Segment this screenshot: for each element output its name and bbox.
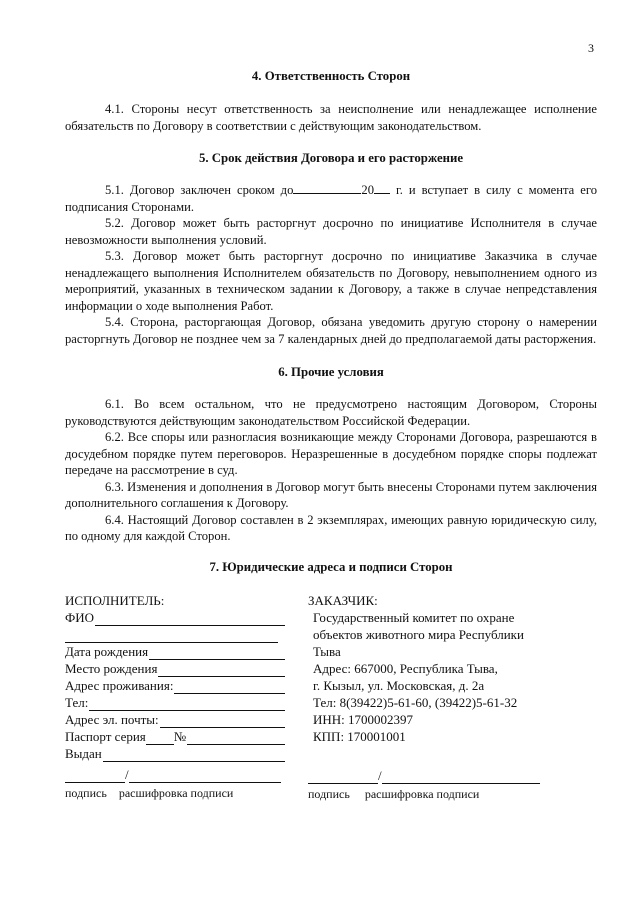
- passport-label: Паспорт серия: [65, 728, 146, 744]
- section-5-title: 5. Срок действия Договора и его расторжение: [198, 151, 464, 165]
- year-blank: [374, 181, 390, 194]
- customer-signature-row: [308, 767, 608, 784]
- email-label: Адрес эл. почты:: [65, 711, 159, 727]
- section-7-title: 7. Юридические адреса и подписи Сторон: [209, 559, 453, 574]
- customer-decode-label: расшифровка подписи: [364, 786, 480, 801]
- executor-decode-line[interactable]: [129, 768, 281, 783]
- birth-place-row: [65, 660, 285, 677]
- passport-row: [65, 728, 285, 745]
- phone-label: Тел:: [65, 694, 89, 710]
- customer-address: Адрес: 667000, Республика Тыва,: [313, 660, 498, 676]
- birth-place-field[interactable]: [158, 663, 285, 677]
- customer-kpp: КПП: 170001001: [313, 728, 406, 744]
- term-text-end: г. и вступает в силу с момента его подписания Сторонами.: [65, 183, 597, 214]
- executor-sign-label: подпись: [65, 785, 107, 800]
- page-number: 3: [588, 41, 594, 55]
- executor-signature-caption: [65, 785, 285, 802]
- birth-date-label: Дата рождения: [65, 643, 149, 659]
- passport-series-field[interactable]: [146, 732, 174, 745]
- customer-line: Тыва: [313, 643, 341, 659]
- term-text: 5.1. Договор заключен сроком до: [105, 183, 294, 197]
- document-body: [65, 68, 597, 801]
- passport-number-field[interactable]: [187, 731, 285, 745]
- issued-label: Выдан: [65, 745, 102, 761]
- paragraph-6-3: 6.3. Изменения и дополнения в Договор могут быть внесены Сторонами путем заключения дополнительного соглашения к Договору.: [65, 479, 597, 510]
- executor-decode-label: расшифровка подписи: [118, 785, 234, 800]
- phone-field[interactable]: [89, 697, 285, 711]
- executor-slash: /: [125, 766, 129, 782]
- customer-decode-line[interactable]: [382, 769, 540, 784]
- email-row: [65, 711, 285, 728]
- paragraph-4-1: 4.1. Стороны несут ответственность за неисполнение или ненадлежащее исполнение обязательств по Договору в соответствии с действующим законодательством.: [65, 102, 597, 133]
- paragraph-6-1: 6.1. Во всем остальном, что не предусмотрено настоящим Договором, Стороны руководствуются действующим законодательством Российской Федерации.: [65, 397, 597, 428]
- customer-inn: ИНН: 1700002397: [313, 711, 414, 727]
- paragraph-6-4: 6.4. Настоящий Договор составлен в 2 экземплярах, имеющих равную юридическую силу, по одному для каждой Сторон.: [65, 512, 597, 543]
- customer-sign-label: подпись: [308, 786, 350, 801]
- passport-no-label: №: [173, 728, 187, 744]
- customer-slash: /: [378, 767, 382, 783]
- year-prefix: 20: [361, 183, 374, 197]
- birth-place-label: Место рождения: [65, 660, 158, 676]
- address-label: Адрес проживания:: [65, 677, 174, 693]
- section-4-title: 4. Ответственность Сторон: [251, 69, 411, 83]
- paragraph-5-4: 5.4. Сторона, расторгающая Договор, обязана уведомить другую сторону о намерении расторгнуть Договор не позднее чем за 7 календарных дней до предполагаемой даты расторжения.: [65, 315, 597, 346]
- email-field[interactable]: [160, 714, 285, 728]
- fio-label: ФИО: [65, 609, 95, 625]
- birth-date-field[interactable]: [149, 646, 285, 660]
- paragraph-5-1: [65, 181, 597, 215]
- fio-extra-line[interactable]: [65, 626, 278, 643]
- address-field[interactable]: [174, 680, 285, 694]
- birth-date-row: [65, 643, 285, 660]
- customer-signature-caption: [308, 786, 608, 803]
- date-blank: [293, 181, 361, 194]
- section-6-title: 6. Прочие условия: [278, 365, 384, 379]
- fio-field[interactable]: [95, 612, 285, 626]
- address-row: [65, 677, 285, 694]
- executor-signature-row: [65, 766, 285, 783]
- fio-row: [65, 609, 285, 626]
- paragraph-5-2: 5.2. Договор может быть расторгнут досрочно по инициативе Исполнителя в случае невозможности выполнения условий.: [65, 216, 597, 247]
- customer-phone: Тел: 8(39422)5-61-60, (39422)5-61-32: [313, 694, 518, 710]
- customer-line: объектов животного мира Республики: [313, 626, 524, 642]
- executor-heading: ИСПОЛНИТЕЛЬ:: [65, 592, 165, 608]
- customer-city: г. Кызыл, ул. Московская, д. 2а: [313, 677, 485, 693]
- phone-row: [65, 694, 285, 711]
- customer-signature-line[interactable]: [308, 769, 378, 784]
- issued-field[interactable]: [103, 748, 285, 762]
- customer-column: [308, 592, 608, 803]
- executor-signature-line[interactable]: [65, 768, 125, 783]
- customer-line: Государственный комитет по охране: [313, 609, 515, 625]
- issued-row: [65, 745, 285, 762]
- executor-column: [65, 592, 285, 802]
- signature-block: [65, 592, 597, 801]
- customer-heading: ЗАКАЗЧИК:: [308, 592, 378, 608]
- paragraph-5-3: 5.3. Договор может быть расторгнут досрочно по инициативе Заказчика в случае ненадлежащего выполнения Исполнителем обязательств по Договору, невыполнением одного из мероприятий, указанных в техническом задании к Договору, а также в случае непредставления информации о ходе выполнения Работ.: [65, 249, 597, 313]
- paragraph-6-2: 6.2. Все споры или разногласия возникающие между Сторонами Договора, разрешаются в досудебном порядке путем переговоров. Неразрешенные в досудебном порядке споры подлежат передаче на рассмотрение в суд.: [65, 430, 597, 477]
